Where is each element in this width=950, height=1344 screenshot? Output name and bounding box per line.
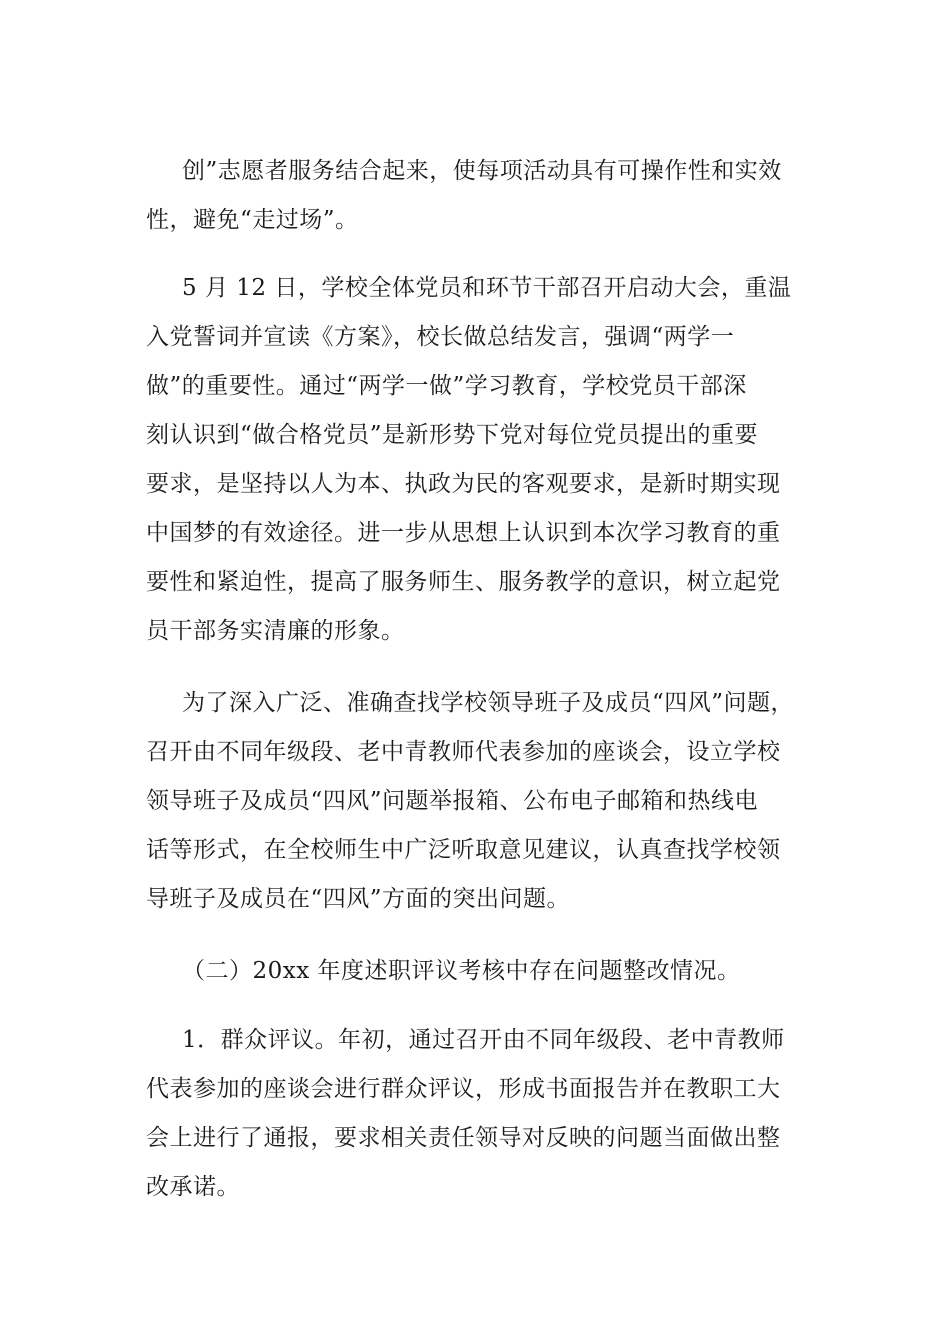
paragraph-line: 入党誓词并宣读《方案》，校长做总结发言，强调“两学一 bbox=[146, 324, 735, 350]
paragraph-line: 中国梦的有效途径。进一步从思想上认识到本次学习教育的重 bbox=[146, 520, 781, 546]
paragraph-line: 领导班子及成员“四风”问题举报箱、公布电子邮箱和热线电 bbox=[146, 788, 759, 814]
paragraph-line: 5 月 12 日，学校全体党员和环节干部召开启动大会，重温 bbox=[182, 275, 792, 301]
paragraph-line: 代表参加的座谈会进行群众评议，形成书面报告并在教职工大 bbox=[146, 1076, 781, 1102]
paragraph-line: 要性和紧迫性，提高了服务师生、服务教学的意识，树立起党 bbox=[146, 569, 781, 595]
paragraph-line: 会上进行了通报，要求相关责任领导对反映的问题当面做出整 bbox=[146, 1125, 781, 1151]
paragraph-line: 刻认识到“做合格党员”是新形势下党对每位党员提出的重要 bbox=[146, 422, 759, 448]
paragraph-line: 要求，是坚持以人为本、执政为民的客观要求，是新时期实现 bbox=[146, 471, 781, 497]
paragraph-line: 1．群众评议。年初，通过召开由不同年级段、老中青教师 bbox=[182, 1027, 785, 1053]
paragraph-line: 召开由不同年级段、老中青教师代表参加的座谈会，设立学校 bbox=[146, 739, 781, 765]
paragraph-line: 做”的重要性。通过“两学一做”学习教育，学校党员干部深 bbox=[146, 373, 747, 399]
paragraph-line: 改承诺。 bbox=[146, 1174, 240, 1200]
paragraph-line: 员干部务实清廉的形象。 bbox=[146, 618, 405, 644]
paragraph-line: 性，避免“走过场”。 bbox=[146, 207, 359, 233]
section-heading: （二）20xx 年度述职评议考核中存在问题整改情况。 bbox=[182, 958, 741, 984]
paragraph-line: 导班子及成员在“四风”方面的突出问题。 bbox=[146, 886, 571, 912]
paragraph-line: 话等形式，在全校师生中广泛听取意见建议，认真查找学校领 bbox=[146, 837, 781, 863]
paragraph-line: 创”志愿者服务结合起来，使每项活动具有可操作性和实效 bbox=[182, 158, 782, 184]
paragraph-line: 为了深入广泛、准确查找学校领导班子及成员“四风”问题， bbox=[182, 690, 795, 716]
